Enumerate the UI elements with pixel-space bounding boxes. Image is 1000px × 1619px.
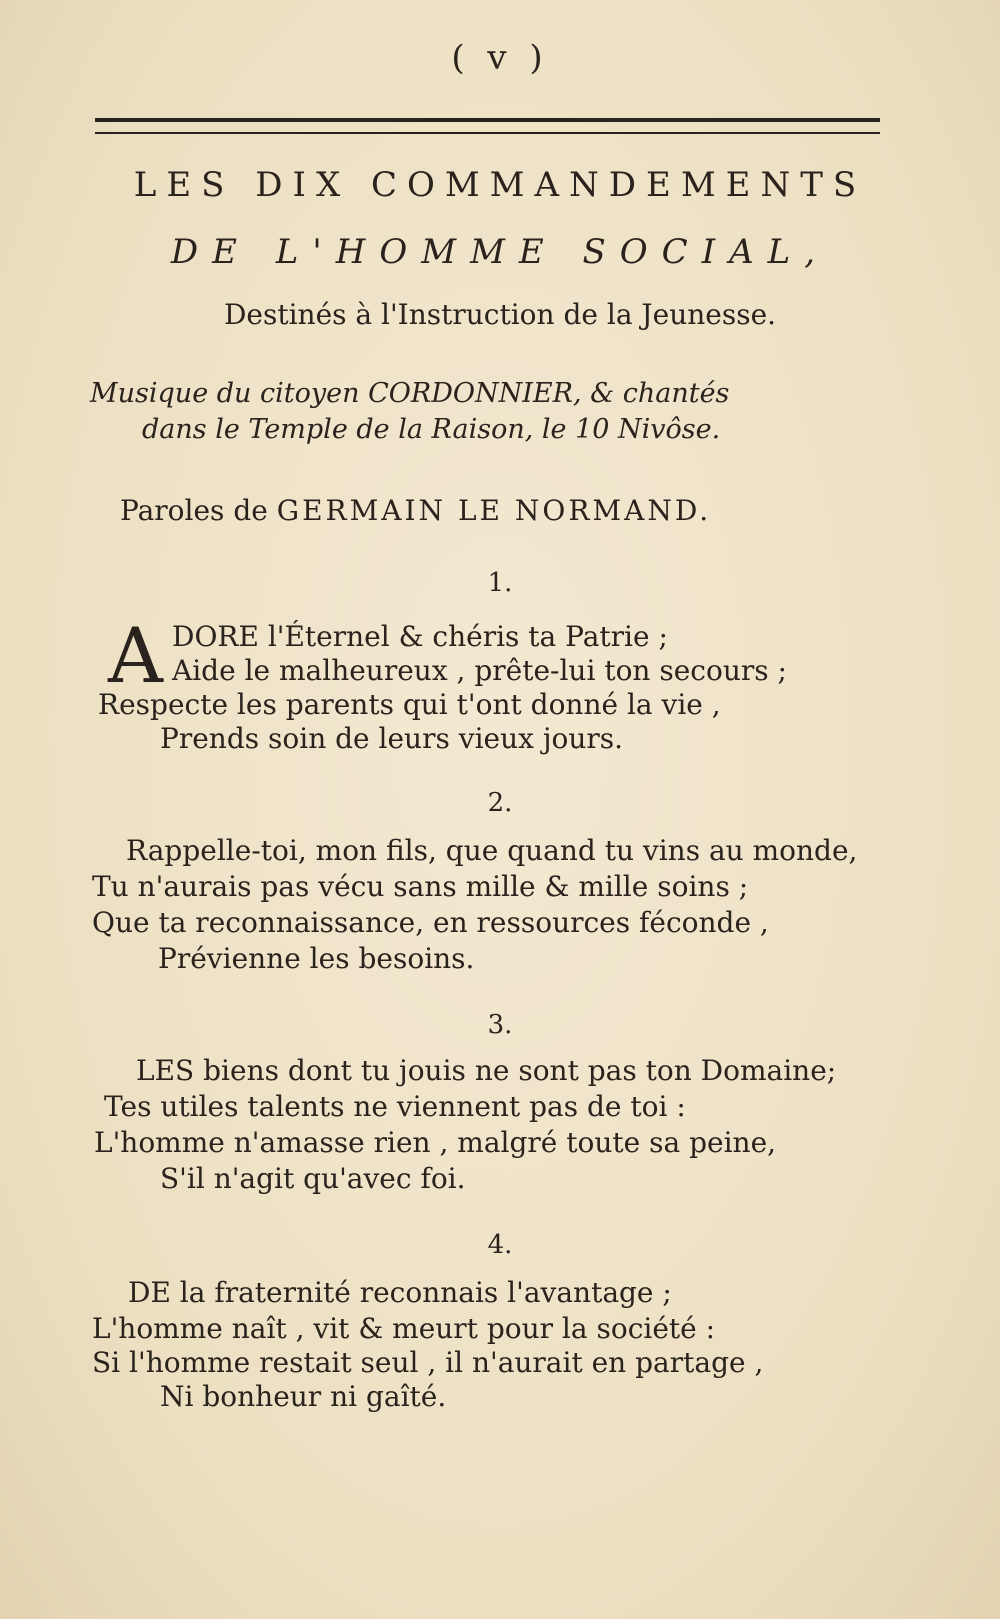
stanza-number: 1. xyxy=(487,568,513,598)
verse-line: Respecte les parents qui t'ont donné la vie , xyxy=(98,688,721,721)
verse-line: DE la fraternité reconnais l'avantage ; xyxy=(128,1276,672,1309)
stanza-number: 4. xyxy=(487,1230,513,1260)
verse-line: Ni bonheur ni gaîté. xyxy=(160,1380,447,1413)
title-line-1: LES DIX COMMANDEMENTS xyxy=(133,165,867,205)
verse-line: L'homme naît , vit & meurt pour la société : xyxy=(92,1312,716,1345)
lyrics-author: GERMAIN LE NORMAND. xyxy=(276,494,712,527)
verse-line: Que ta reconnaissance, en ressources féconde , xyxy=(92,906,769,939)
verse-line: L'homme n'amasse rien , malgré toute sa peine, xyxy=(94,1126,777,1159)
drop-cap: A xyxy=(108,611,163,700)
verse-line: DORE l'Éternel & chéris ta Patrie ; xyxy=(172,620,668,653)
verse-line: Si l'homme restait seul , il n'aurait en partage , xyxy=(92,1346,764,1379)
verse-line: Tes utiles talents ne viennent pas de toi : xyxy=(104,1090,686,1123)
page-number: ( v ) xyxy=(451,38,549,78)
verse-line: S'il n'agit qu'avec foi. xyxy=(160,1162,466,1195)
title-line-2: DE L'HOMME SOCIAL, xyxy=(170,232,830,272)
verse-line: Aide le malheureux , prête-lui ton secours ; xyxy=(172,654,787,687)
stanza-number: 3. xyxy=(487,1010,513,1040)
music-credit-line-2: dans le Temple de la Raison, le 10 Nivôse. xyxy=(142,414,721,445)
stanza-number: 2. xyxy=(487,788,513,818)
lyrics-credit xyxy=(120,494,711,527)
verse-line: Prévienne les besoins. xyxy=(158,942,475,975)
verse-line: LES biens dont tu jouis ne sont pas ton Domaine; xyxy=(136,1054,837,1087)
header-rule xyxy=(95,118,880,134)
verse-line: Tu n'aurais pas vécu sans mille & mille soins ; xyxy=(92,870,749,903)
music-credit-line-1: Musique du citoyen CORDONNIER, & chantés xyxy=(90,378,730,409)
verse-line: Prends soin de leurs vieux jours. xyxy=(160,722,624,755)
lyrics-credit-prefix: Paroles de xyxy=(120,494,268,527)
subtitle: Destinés à l'Instruction de la Jeunesse. xyxy=(223,298,777,331)
verse-line: Rappelle-toi, mon fils, que quand tu vins au monde, xyxy=(126,834,858,867)
